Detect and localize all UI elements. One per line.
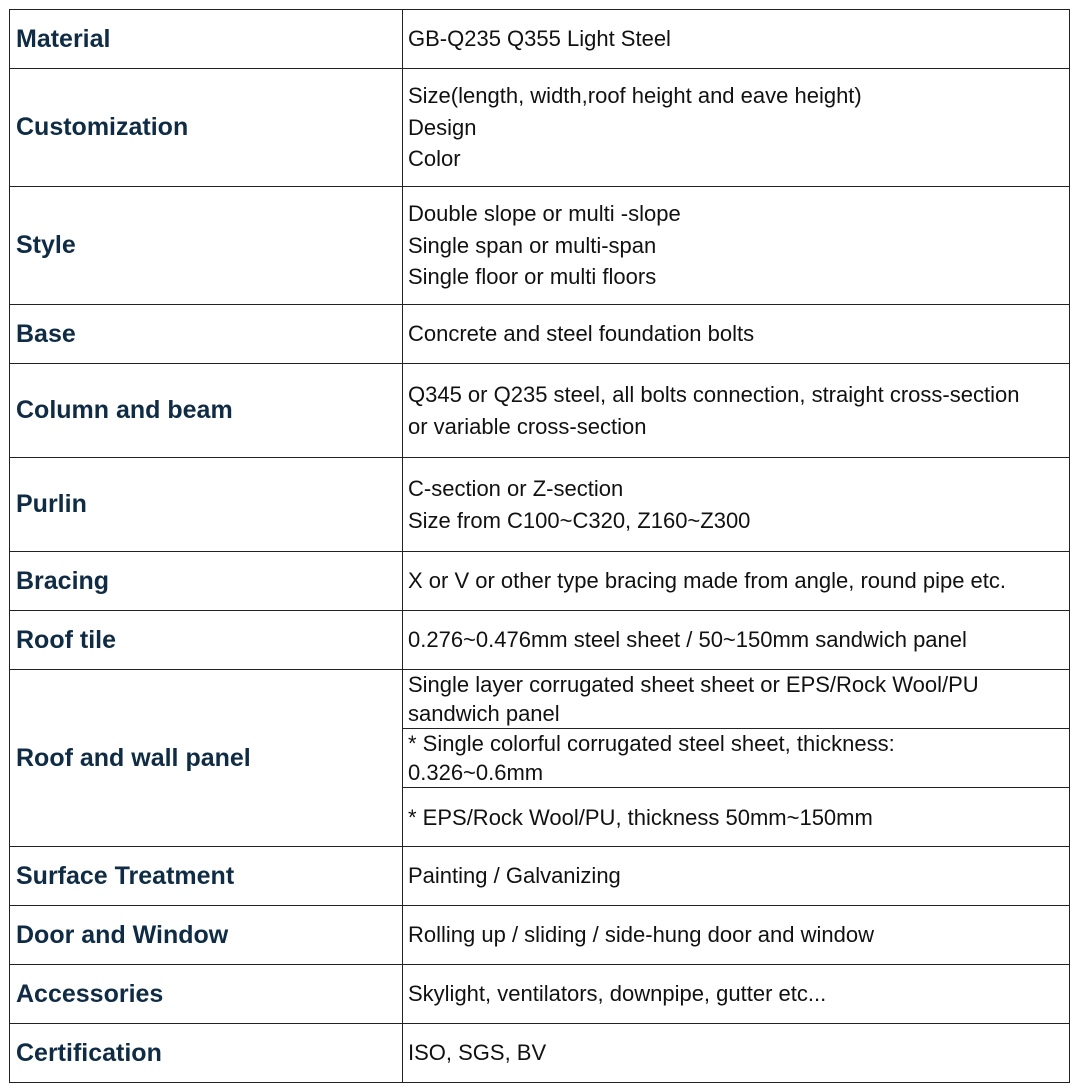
- row-value: [403, 10, 1070, 69]
- value-line: * EPS/Rock Wool/PU, thickness 50mm~150mm: [408, 804, 873, 830]
- row-label: Certification: [10, 1024, 403, 1083]
- value-line: ISO, SGS, BV: [408, 1040, 547, 1066]
- row-value: [403, 670, 1070, 847]
- value-line: C-section or Z-section: [408, 476, 624, 501]
- row-style: [10, 187, 1070, 305]
- value-line: Skylight, ventilators, downpipe, gutter etc...: [408, 981, 827, 1007]
- row-label: Base: [10, 305, 403, 364]
- row-value: [403, 458, 1070, 552]
- sub-cell: [403, 788, 1069, 846]
- value-line: Size from C100~C320, Z160~Z300: [408, 507, 751, 533]
- row-material: [10, 10, 1070, 69]
- value-line: Single span or multi-span: [408, 232, 657, 258]
- row-customization: [10, 69, 1070, 187]
- row-column-and-beam: [10, 364, 1070, 458]
- row-value: [403, 305, 1070, 364]
- row-value: [403, 965, 1070, 1024]
- row-accessories: [10, 965, 1070, 1024]
- value-line: or variable cross-section: [408, 413, 647, 439]
- row-base: [10, 305, 1070, 364]
- value-line: sandwich panel: [408, 701, 560, 726]
- row-roof-tile: [10, 611, 1070, 670]
- row-purlin: [10, 458, 1070, 552]
- value-line: 0.276~0.476mm steel sheet / 50~150mm sandwich panel: [408, 627, 967, 653]
- value-line: Double slope or multi -slope: [408, 201, 681, 227]
- row-label: Accessories: [10, 965, 403, 1024]
- row-label: Column and beam: [10, 364, 403, 458]
- spec-table: [9, 9, 1070, 1083]
- value-line: X or V or other type bracing made from angle, round pipe etc.: [408, 568, 1006, 594]
- value-line: Design: [408, 114, 477, 140]
- row-value: [403, 69, 1070, 187]
- value-line: Q345 or Q235 steel, all bolts connection, straight cross-section: [408, 382, 1020, 407]
- sub-cell: [403, 670, 1069, 729]
- row-label: Purlin: [10, 458, 403, 552]
- value-line: Size(length, width,roof height and eave height): [408, 83, 862, 109]
- row-label: Bracing: [10, 552, 403, 611]
- row-label: Material: [10, 10, 403, 69]
- value-line: Single floor or multi floors: [408, 264, 657, 290]
- row-label: Roof and wall panel: [10, 670, 403, 847]
- row-value: [403, 847, 1070, 906]
- row-surface-treatment: [10, 847, 1070, 906]
- value-line: Single layer corrugated sheet sheet or EPS/Rock Wool/PU: [408, 672, 979, 697]
- row-label: Door and Window: [10, 906, 403, 965]
- value-line: Rolling up / sliding / side-hung door and window: [408, 922, 874, 948]
- row-value: [403, 1024, 1070, 1083]
- value-line: Color: [408, 146, 461, 172]
- row-value: [403, 364, 1070, 458]
- row-value: [403, 611, 1070, 670]
- row-value: [403, 187, 1070, 305]
- row-label: Style: [10, 187, 403, 305]
- value-line: Concrete and steel foundation bolts: [408, 321, 755, 347]
- value-line: Painting / Galvanizing: [408, 863, 621, 889]
- value-line: * Single colorful corrugated steel sheet, thickness:: [408, 731, 895, 756]
- sub-cell: [403, 729, 1069, 788]
- row-roof-and-wall-panel: [10, 670, 1070, 847]
- row-label: Roof tile: [10, 611, 403, 670]
- row-value: [403, 906, 1070, 965]
- row-value: [403, 552, 1070, 611]
- row-bracing: [10, 552, 1070, 611]
- row-door-and-window: [10, 906, 1070, 965]
- value-line: 0.326~0.6mm: [408, 760, 544, 785]
- row-certification: [10, 1024, 1070, 1083]
- value-line: GB-Q235 Q355 Light Steel: [408, 26, 671, 52]
- row-label: Surface Treatment: [10, 847, 403, 906]
- row-label: Customization: [10, 69, 403, 187]
